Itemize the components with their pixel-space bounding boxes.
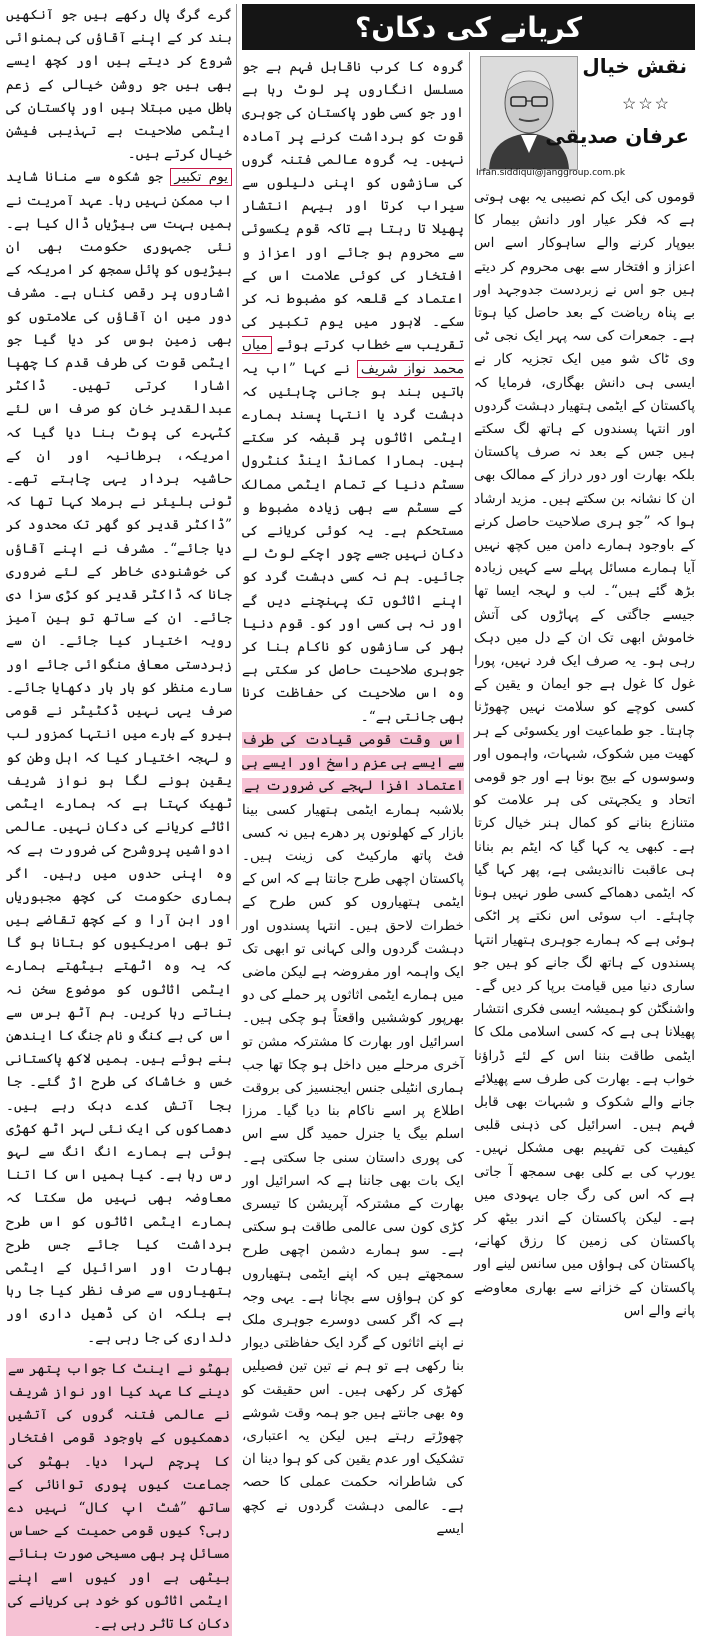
author-photo [480, 56, 578, 170]
column-divider [236, 4, 237, 930]
highlighted-term: یوم تکبیر [170, 168, 232, 186]
author-name: عرفان صدیقی [545, 124, 689, 148]
article-paragraph [6, 166, 232, 1349]
highlighted-quote: اس وقت قومی قیادت کی طرف سے ایسے ہی عزم راسخ اور ایسے ہی اعتماد افزا لہجے کی ضرورت ہے [242, 731, 464, 795]
byline-box [474, 50, 695, 182]
paragraph-text: جو شکوہ سے منانا شاید اب ممکن نہیں رہا۔ عہد آمریت نے ہمیں بہت سی بیڑیاں ڈال کیا ہے۔ نئی جمہوری حکومت بھی ان بیڑیوں کو پائل سمجھ کر امریکہ کے اشاروں پر رقص کناں ہے۔ مشرف دور میں ان آقاؤں کی علامتوں کو بھی زمین بوس کر دیا گیا جو ایٹمی قوت کی طرف قدم کا چھپا اشارا کرتی تھیں۔ ڈاکٹر عبدالقدیر خان کو صرف اس لئے کٹہرے کی پوٹ بنا دیا گیا کہ امریکہ، برطانیہ اور ان کے حاشیہ بردار یہی چاہتے تھے۔ ٹونی بلیئر نے برملا کہا تھا کہ ”ڈاکٹر قدیر کو گھر تک محدود کر دیا جائے“۔ مشرف نے اپنے آقاؤں کی خوشنودی خاطر کے لئے ضروری جانا کہ ڈاکٹر قدیر کو کڑی سزا دی جائے۔ ان کے ساتھ تو ہین آمیز رویہ اختیار کیا جائے۔ ان سے زبردستی معافی منگوائی جائے اور سارے منظر کو بار بار دکھایا جائے۔ صرف یہی نہیں ڈکٹیٹر نے قومی ہیرو کے بارے میں انتہا کمزور لب و لہجہ اختیار کیا کہ اہل وطن کو یقین ہونے لگا ہو نواز شریف ٹھیک کہتا ہے کہ ہمارے ایٹمی اثاثے کریانے کی دکان نہیں۔ عالمی ادواشیں پروشرح کی ضرورت ہے کہ وہ اپنی حدوں میں رہیں۔ اگر ہماری حکومت کی کچھ مجبوریاں اور ابن آرا و کے کچھ تقاضے ہیں تو بھی امریکیوں کو بتانا ہو گا کہ یہ وہ اٹھتے بیٹھتے ہمارے ایٹمی اثاثوں کو موضوع سخن نہ بناتے رہا کریں۔ ہم آٹھ برس سے اس کی بے کنگ و نام جنگ کا ایندھن بنے ہوئے ہیں۔ ہمیں لاکھ پاکستانی خس و خاشاک کی طرح اڑ گئے۔ جا بجا آتش کدے دہک رہے ہیں۔ دھماکوں کی ایک نئی لہر اٹھ کھڑی ہوئی ہے ہمارے انگ انگ سے لہو رس رہا ہے۔ کیا ہمیں اس کا اتنا معاوضہ بھی نہیں مل سکتا کہ ہمارے ایٹمی اثاثوں کو اس طرح برداشت کیا جائے جس طرح بھارت اور اسرائیل کے ایٹمی ہتھیاروں سے صرف نظر کیا جا رہا ہے بلکہ ان کی ڈھیل داری اور دلداری کی جا رہی ہے۔ [6, 169, 232, 1346]
author-email: Irfan.siddiqui@janggroup.com.pk [476, 168, 626, 178]
article-paragraph [242, 56, 464, 729]
article-paragraph [242, 729, 464, 1541]
highlighted-paragraph: بھٹو نے اینٹ کا جواب پتھر سے دینے کا عہد کیا اور نواز شریف نے عالمی فتنہ گروں کی آتشیں دھمکیوں کے باوجود قومی افتخار کا پرچم لہرا دیا۔ بھٹو کی جماعت کیوں پوری توانائی کے ساتھ ”شٹ اپ کال“ نہیں دے رہی؟ کیوں قومی حمیت کے حساس مسائل پر بھی مسیحی صورت بنائے بیٹھی ہے اور کیوں اسے اپنے ایٹمی اثاثوں کو خود ہی کریانے کی دکان کا تاثر رہی ہے۔ [6, 1358, 232, 1636]
paragraph-text: گروہ کا کرب ناقابل فہم ہے جو مسلسل انگاروں پر لوٹ رہا ہے اور جو کسی طور پاکستان کی جوہری قوت کو برداشت کرنے پر آمادہ نہیں۔ یہ گروہ عالمی فتنہ گروں کی سازشوں کو اپنی دلیلوں سے سیراب کرتا اور بیہم انتشار پھیلا تا رہتا ہے تاکہ قوم یکسوئی سے محروم ہو جائے اور اعزاز و افتخار کی کوئی علامت اس کے اعتماد کے قلعہ کو مضبوط نہ کر سکے۔ لاہور میں یوم تکبیر کی تقریب سے خطاب کرتے ہوئے [242, 59, 464, 354]
article-paragraph: گرے گرگ پال رکھے ہیں جو آنکھیں بند کر کے اپنے آقاؤں کی ہمنوائی شروع کر دیتے ہیں اور کچھ ایسے بھی ہیں جو روشن خیالی کے زعم باطل میں مبتلا ہیں اور پاکستان کی ایٹمی صلاحیت بے تہذیبی فیشن خیال کرتے ہیں۔ [6, 7, 232, 163]
paragraph-text: بلاشبہ ہمارے ایٹمی ہتھیار کسی بینا بازار کے کھلونوں پر دھرے ہیں نہ کسی فٹ پاتھ مارکیٹ کی زینت ہیں۔ پاکستان اچھی طرح جانتا ہے کہ اس کے ایٹمی ہتھیاروں کو کس طرح کے خطرات لاحق ہیں۔ انتہا پسندوں اور دہشت گردوں والی کہانی تو ابھی تک ایک واہمہ اور مفروضہ ہے لیکن ماضی میں ہمارے ایٹمی اثاثوں پر حملے کی دو بھرپور کوششیں واقعتاً ہو چکی ہیں۔ اسرائیل اور بھارت کا مشترکہ مشن تو آخری مرحلے میں داخل ہو چکا تھا جب ہماری انٹیلی جنس ایجنسیز کی بروقت اطلاع پر اسے ناکام بنا دیا گیا۔ مرزا اسلم بیگ یا جنرل حمید گل سے اس کی پوری داستان سنی جا سکتی ہے۔ ایک بات بھی جاننا ہے کہ اسرائیل اور بھارت کے مشترکہ آپریشن کا تیسری کڑی کون سی عالمی طاقت ہو سکتی ہے۔ سو ہمارے دشمن اچھی طرح سمجھتے ہیں کہ اپنے ایٹمی ہتھیاروں کو کن ہواؤں سے بچانا ہے۔ یہی وجہ ہے کہ اگر کسی دوسرے جوہری ملک نے اپنے اثاثوں کے گرد ایک حفاظتی دیوار بنا رکھی ہے تو ہم نے تین تین فصیلیں کھڑی کر رکھی ہیں۔ اس حقیقت کو وہ بھی جانتے ہیں جو ہمہ وقت شوشے چھوڑتے رہتے ہیں لیکن یہ اعتباری، تشکیک اور عدم یقین کی کو ہوا دینا ان کی شاطرانہ حکمت عملی کا حصہ ہے۔ عالمی دہشت گردوں نے کچھ ایسے [242, 801, 464, 1537]
highlighted-name: میاں محمد نواز شریف [242, 337, 464, 377]
article-title-bar [242, 4, 695, 50]
column-divider [469, 52, 470, 930]
article-column-left [6, 4, 232, 1633]
rating-stars: ☆☆☆ [621, 94, 671, 113]
column-name: نقش خیال [582, 54, 687, 78]
paragraph-text: نے کہا ”اب یہ باتیں بند ہو جانی چاہئیں کہ دہشت گرد یا انتہا پسند ہمارے ایٹمی اثاثوں پر قبضہ کر سکتے ہیں۔ ہمارا کمانڈ اینڈ کنٹرول سسٹم دنیا کے تمام ایٹمی ممالک کے سسٹم سے بھی زیادہ مضبوط و مستحکم ہے۔ یہ کوئی کریانے کی دکان نہیں جسے چور اچکے لوٹ لے جائیں۔ ہم نہ کسی دہشت گرد کو اپنے اثاثوں تک پہنچنے دیں گے اور نہ ہی کسی اور کو۔ قوم دنیا بھر کی سازشوں کو ناکام بنا کر جوہری صلاحیت حاصل کر سکتی ہے وہ اس صلاحیت کی حفاظت کرنا بھی جانتی ہے“۔ [242, 360, 464, 725]
article-paragraph: قوموں کی ایک کم نصیبی یہ بھی ہوتی ہے کہ فکر عیار اور دانش بیمار کا بیوپار کرنے والے ساہوکار اسے اس اعزاز و افتخار سے بھی محروم کر دیتے ہیں جو اس نے زبردست جدوجہد اور بے پناہ ریاضت کے بعد حاصل کیا ہوتا ہے۔ جمعرات کی سہ پہر ایک نجی ٹی وی ٹاک شو میں ایک تجزیہ کار نے ایسی ہی دانش بھگاری، فرمایا کہ پاکستان کے ایٹمی ہتھیار دہشت گردوں اور انتہا پسندوں کے ہاتھ لگ سکتے ہیں جس کے بعد نہ صرف پاکستان بلکہ بھارت اور دور دراز کے ممالک بھی ان کا نشانہ بن سکتے ہیں۔ مزید ارشاد ہوا کہ ”جو ہری صلاحیت حاصل کرنے کے باوجود ہمارے دامن میں کچھ نہیں آیا ہمارے مسائل پہلے سے کہیں زیادہ بڑھ گئے ہیں“۔ لب و لہجہ ایسا تھا جیسے جاگتی کے پہاڑوں کی آتش خاموش ابھی تک ان کے دل میں دہک رہی ہو۔ یہ صرف ایک فرد نہیں، پورا غول کا غول ہے جو ایمان و یقین کے کسی کوچے کو سلامت نہیں چھوڑنا چاہتا۔ جو طماعیت اور یکسوئی کے ہر کھیت میں شکوک، شبہات، واہموں اور وسوسوں کے بیج بونا ہے اور جو قومی اتحاد و یکجہتی کی ہر علامت کو متنازع بنانے کو کمال ہنر خیال کرتا ہے۔ کبھی یہ کہا گیا کہ ایٹم بم بنانا ہی عاقبت نااندیشی ہے، پھر کہا گیا کہ ایٹمی دھماکے کسی طور نہیں ہونا چاہئے۔ اب سوئی اس نکتے پر اٹکی ہوئی ہے کہ ہمارے جوہری ہتھیار انتہا پسندوں کے ہاتھ لگ جانے کو ہیں جو ساری دنیا میں قیامت برپا کر دیں گے۔ واشنگٹن کو ہمیشہ ایسی فکری انتشار پھیلانا ہی ہے کہ کسی اسلامی ملک کا ایٹمی طاقت بننا اس کے لئے ڈراؤنا خواب ہے۔ بھارت کی طرف سے پھیلائے جانے والے شکوک و شبہات بھی قابل فہم ہیں۔ اسرائیل کی ذہنی قلبی کیفیت کی تفہیم بھی مشکل نہیں۔ یورپ کی بے کلی بھی سمجھ آ جاتی ہے کہ اس کی رگ جاں یہودی میں ہے۔ لیکن پاکستان کے اندر بیٹھ کر پاکستان کی زمین کا رزق کھانے، پاکستان کی ہواؤں میں سانس لینے اور پاکستان کے خزانے سے بھاری معاوضے پانے والے اس [474, 189, 695, 1319]
article-title: کریانے کی دکان؟ [354, 10, 583, 44]
article-column-middle [242, 56, 464, 1537]
article-column-right [474, 186, 695, 1319]
